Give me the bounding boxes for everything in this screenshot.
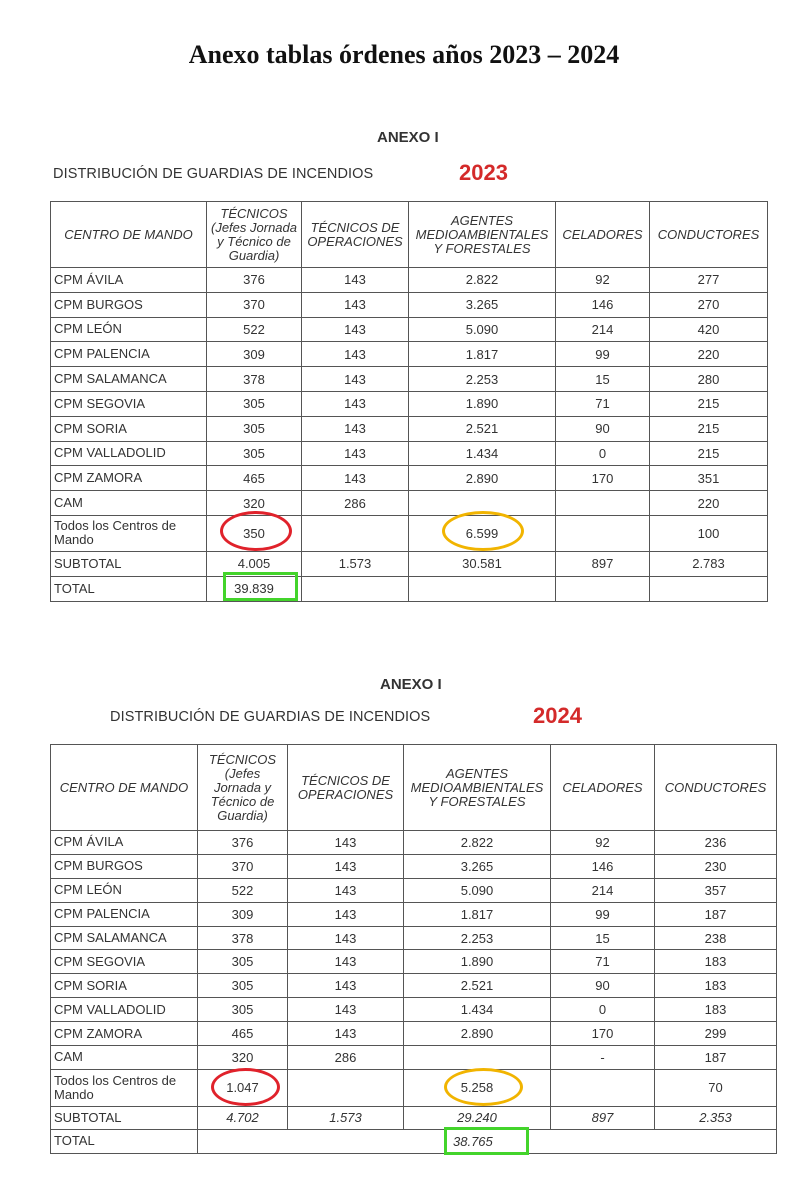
header-operaciones: TÉCNICOS DE OPERACIONES bbox=[288, 745, 404, 831]
cell-celadores: 214 bbox=[551, 878, 655, 902]
table-row bbox=[51, 831, 777, 855]
header-operaciones: TÉCNICOS DE OPERACIONES bbox=[302, 202, 409, 268]
subtotal-tecnicos: 4.702 bbox=[198, 1106, 288, 1129]
cell-agentes: 2.890 bbox=[404, 1022, 551, 1046]
cell-agentes: 3.265 bbox=[404, 854, 551, 878]
cell-agentes: 2.253 bbox=[409, 367, 556, 392]
cell-agentes: 6.599 bbox=[409, 515, 556, 551]
cell-conductores: 270 bbox=[650, 292, 768, 317]
subtotal-agentes: 29.240 bbox=[404, 1106, 551, 1129]
cell-conductores: 236 bbox=[655, 831, 777, 855]
cell-celadores: 99 bbox=[556, 342, 650, 367]
cell-centro: CPM SORIA bbox=[51, 416, 207, 441]
cell-operaciones: 143 bbox=[302, 391, 409, 416]
cell-celadores: 0 bbox=[551, 998, 655, 1022]
cell-operaciones: 143 bbox=[302, 367, 409, 392]
cell-centro: CPM LEÓN bbox=[51, 317, 207, 342]
cell-celadores: 214 bbox=[556, 317, 650, 342]
cell-operaciones: 143 bbox=[288, 998, 404, 1022]
cell-celadores: 170 bbox=[551, 1022, 655, 1046]
table-row bbox=[51, 367, 768, 392]
total-empty-cell bbox=[409, 576, 556, 601]
table-row bbox=[51, 902, 777, 926]
subtotal-celadores: 897 bbox=[551, 1106, 655, 1129]
subtotal-conductores: 2.353 bbox=[655, 1106, 777, 1129]
header-celadores: CELADORES bbox=[556, 202, 650, 268]
total-label: TOTAL bbox=[51, 576, 207, 601]
cell-tecnicos: 376 bbox=[198, 831, 288, 855]
cell-agentes: 1.890 bbox=[404, 950, 551, 974]
cell-tecnicos: 305 bbox=[198, 998, 288, 1022]
cell-centro: CPM ZAMORA bbox=[51, 1022, 198, 1046]
header-tecnicos: TÉCNICOS (Jefes Jornada y Técnico de Guardia) bbox=[207, 202, 302, 268]
cell-tecnicos: 305 bbox=[207, 391, 302, 416]
cell-tecnicos: 350 bbox=[207, 515, 302, 551]
cell-centro: CPM VALLADOLID bbox=[51, 441, 207, 466]
cell-celadores: 92 bbox=[551, 831, 655, 855]
cell-celadores: 0 bbox=[556, 441, 650, 466]
total-value: 38.765 bbox=[453, 1133, 493, 1149]
table-row bbox=[51, 342, 768, 367]
cell-celadores: 146 bbox=[551, 854, 655, 878]
cell-celadores: 146 bbox=[556, 292, 650, 317]
header-agentes: AGENTES MEDIOAMBIENTALES Y FORESTALES bbox=[409, 202, 556, 268]
header-celadores: CELADORES bbox=[551, 745, 655, 831]
cell-operaciones: 143 bbox=[302, 292, 409, 317]
total-empty-cell bbox=[302, 576, 409, 601]
table-row bbox=[51, 974, 777, 998]
cell-tecnicos: 305 bbox=[207, 416, 302, 441]
cell-celadores bbox=[556, 491, 650, 516]
cell-tecnicos: 309 bbox=[198, 902, 288, 926]
table-row bbox=[51, 416, 768, 441]
cell-agentes: 2.890 bbox=[409, 466, 556, 491]
cell-centro: Todos los Centros de Mando bbox=[51, 1069, 198, 1106]
cell-operaciones: 143 bbox=[302, 317, 409, 342]
cell-celadores: 170 bbox=[556, 466, 650, 491]
cell-agentes: 2.521 bbox=[404, 974, 551, 998]
cell-centro: CPM LEÓN bbox=[51, 878, 198, 902]
cell-operaciones: 143 bbox=[288, 1022, 404, 1046]
cell-centro: CAM bbox=[51, 491, 207, 516]
cell-tecnicos: 320 bbox=[207, 491, 302, 516]
table-row bbox=[51, 391, 768, 416]
cell-centro: CPM SEGOVIA bbox=[51, 950, 198, 974]
cell-conductores: 187 bbox=[655, 902, 777, 926]
cell-operaciones: 143 bbox=[288, 902, 404, 926]
cell-tecnicos: 320 bbox=[198, 1046, 288, 1070]
cell-agentes: 2.253 bbox=[404, 926, 551, 950]
cell-celadores: 71 bbox=[551, 950, 655, 974]
cell-conductores: 215 bbox=[650, 416, 768, 441]
anexo-heading-2024: ANEXO I bbox=[380, 676, 442, 693]
subtotal-celadores: 897 bbox=[556, 551, 650, 576]
cell-centro: CPM SALAMANCA bbox=[51, 926, 198, 950]
table-row bbox=[51, 491, 768, 516]
cell-agentes bbox=[404, 1046, 551, 1070]
table-row bbox=[51, 317, 768, 342]
cell-centro: CPM SALAMANCA bbox=[51, 367, 207, 392]
cell-centro: CPM ÁVILA bbox=[51, 268, 207, 293]
header-centro: CENTRO DE MANDO bbox=[51, 745, 198, 831]
cell-conductores: 238 bbox=[655, 926, 777, 950]
cell-operaciones: 286 bbox=[302, 491, 409, 516]
cell-agentes bbox=[409, 491, 556, 516]
cell-celadores: 15 bbox=[551, 926, 655, 950]
cell-tecnicos: 376 bbox=[207, 268, 302, 293]
cell-operaciones: 143 bbox=[288, 854, 404, 878]
table-row bbox=[51, 515, 768, 551]
cell-agentes: 1.890 bbox=[409, 391, 556, 416]
table-row bbox=[51, 466, 768, 491]
cell-agentes: 5.090 bbox=[404, 878, 551, 902]
table-row bbox=[51, 441, 768, 466]
cell-operaciones: 143 bbox=[288, 878, 404, 902]
cell-tecnicos: 305 bbox=[198, 950, 288, 974]
cell-tecnicos: 305 bbox=[207, 441, 302, 466]
table-row bbox=[51, 1022, 777, 1046]
cell-conductores: 351 bbox=[650, 466, 768, 491]
cell-celadores: 90 bbox=[551, 974, 655, 998]
cell-agentes: 3.265 bbox=[409, 292, 556, 317]
cell-tecnicos: 465 bbox=[198, 1022, 288, 1046]
cell-conductores: 183 bbox=[655, 974, 777, 998]
cell-agentes: 1.434 bbox=[409, 441, 556, 466]
cell-centro: CPM BURGOS bbox=[51, 292, 207, 317]
cell-tecnicos: 465 bbox=[207, 466, 302, 491]
cell-conductores: 187 bbox=[655, 1046, 777, 1070]
cell-conductores: 220 bbox=[650, 342, 768, 367]
cell-celadores: 90 bbox=[556, 416, 650, 441]
table-row bbox=[51, 1046, 777, 1070]
cell-tecnicos: 305 bbox=[198, 974, 288, 998]
guardias-table-2024 bbox=[50, 744, 777, 1154]
anexo-heading-2023: ANEXO I bbox=[377, 129, 439, 146]
cell-celadores bbox=[556, 515, 650, 551]
cell-agentes: 5.090 bbox=[409, 317, 556, 342]
subtotal-label: SUBTOTAL bbox=[51, 551, 207, 576]
cell-conductores: 183 bbox=[655, 998, 777, 1022]
cell-conductores: 299 bbox=[655, 1022, 777, 1046]
cell-conductores: 183 bbox=[655, 950, 777, 974]
subtotal-conductores: 2.783 bbox=[650, 551, 768, 576]
cell-tecnicos: 522 bbox=[207, 317, 302, 342]
cell-tecnicos: 1.047 bbox=[198, 1069, 288, 1106]
cell-agentes: 1.817 bbox=[409, 342, 556, 367]
cell-operaciones: 286 bbox=[288, 1046, 404, 1070]
cell-centro: CPM VALLADOLID bbox=[51, 998, 198, 1022]
cell-centro: CPM SEGOVIA bbox=[51, 391, 207, 416]
cell-operaciones: 143 bbox=[288, 950, 404, 974]
cell-centro: CPM SORIA bbox=[51, 974, 198, 998]
header-agentes: AGENTES MEDIOAMBIENTALES Y FORESTALES bbox=[404, 745, 551, 831]
cell-agentes: 1.434 bbox=[404, 998, 551, 1022]
total-value-cell bbox=[198, 1129, 777, 1153]
cell-agentes: 1.817 bbox=[404, 902, 551, 926]
cell-operaciones bbox=[302, 515, 409, 551]
cell-celadores: 15 bbox=[556, 367, 650, 392]
header-tecnicos: TÉCNICOS (Jefes Jornada y Técnico de Guardia) bbox=[198, 745, 288, 831]
table-row bbox=[51, 1069, 777, 1106]
table-row bbox=[51, 854, 777, 878]
cell-tecnicos: 522 bbox=[198, 878, 288, 902]
cell-tecnicos: 378 bbox=[198, 926, 288, 950]
cell-operaciones: 143 bbox=[302, 441, 409, 466]
cell-centro: CPM PALENCIA bbox=[51, 902, 198, 926]
guardias-table-2023 bbox=[50, 201, 768, 602]
cell-conductores: 215 bbox=[650, 391, 768, 416]
cell-conductores: 100 bbox=[650, 515, 768, 551]
cell-tecnicos: 370 bbox=[207, 292, 302, 317]
cell-operaciones bbox=[288, 1069, 404, 1106]
cell-tecnicos: 378 bbox=[207, 367, 302, 392]
cell-conductores: 230 bbox=[655, 854, 777, 878]
table-row bbox=[51, 878, 777, 902]
header-centro: CENTRO DE MANDO bbox=[51, 202, 207, 268]
cell-conductores: 280 bbox=[650, 367, 768, 392]
subtotal-label: SUBTOTAL bbox=[51, 1106, 198, 1129]
year-label-2024: 2024 bbox=[533, 703, 582, 728]
cell-operaciones: 143 bbox=[288, 831, 404, 855]
cell-tecnicos: 309 bbox=[207, 342, 302, 367]
cell-agentes: 2.822 bbox=[404, 831, 551, 855]
cell-centro: CPM ÁVILA bbox=[51, 831, 198, 855]
cell-centro: CAM bbox=[51, 1046, 198, 1070]
cell-conductores: 215 bbox=[650, 441, 768, 466]
total-empty-cell bbox=[650, 576, 768, 601]
table-row bbox=[51, 268, 768, 293]
cell-celadores: 71 bbox=[556, 391, 650, 416]
cell-celadores: - bbox=[551, 1046, 655, 1070]
table-row bbox=[51, 926, 777, 950]
header-conductores: CONDUCTORES bbox=[655, 745, 777, 831]
cell-centro: CPM ZAMORA bbox=[51, 466, 207, 491]
cell-celadores: 99 bbox=[551, 902, 655, 926]
subtotal-tecnicos: 4.005 bbox=[207, 551, 302, 576]
table-subtitle-2023: DISTRIBUCIÓN DE GUARDIAS DE INCENDIOS bbox=[53, 166, 374, 182]
table-row bbox=[51, 998, 777, 1022]
cell-conductores: 420 bbox=[650, 317, 768, 342]
subtotal-agentes: 30.581 bbox=[409, 551, 556, 576]
cell-agentes: 5.258 bbox=[404, 1069, 551, 1106]
cell-conductores: 277 bbox=[650, 268, 768, 293]
table-row bbox=[51, 950, 777, 974]
cell-operaciones: 143 bbox=[288, 926, 404, 950]
total-empty-cell bbox=[556, 576, 650, 601]
document-title: Anexo tablas órdenes años 2023 – 2024 bbox=[188, 40, 620, 69]
cell-centro: CPM BURGOS bbox=[51, 854, 198, 878]
table-subtitle-2024: DISTRIBUCIÓN DE GUARDIAS DE INCENDIOS bbox=[110, 709, 431, 725]
cell-operaciones: 143 bbox=[302, 466, 409, 491]
cell-centro: Todos los Centros de Mando bbox=[51, 515, 207, 551]
cell-celadores bbox=[551, 1069, 655, 1106]
table-row bbox=[51, 292, 768, 317]
cell-operaciones: 143 bbox=[302, 268, 409, 293]
cell-operaciones: 143 bbox=[302, 416, 409, 441]
subtotal-operaciones: 1.573 bbox=[288, 1106, 404, 1129]
header-conductores: CONDUCTORES bbox=[650, 202, 768, 268]
year-label-2023: 2023 bbox=[459, 160, 508, 185]
cell-conductores: 70 bbox=[655, 1069, 777, 1106]
cell-operaciones: 143 bbox=[302, 342, 409, 367]
cell-operaciones: 143 bbox=[288, 974, 404, 998]
total-label: TOTAL bbox=[51, 1129, 198, 1153]
cell-tecnicos: 370 bbox=[198, 854, 288, 878]
cell-conductores: 220 bbox=[650, 491, 768, 516]
cell-agentes: 2.521 bbox=[409, 416, 556, 441]
cell-conductores: 357 bbox=[655, 878, 777, 902]
cell-celadores: 92 bbox=[556, 268, 650, 293]
cell-agentes: 2.822 bbox=[409, 268, 556, 293]
cell-centro: CPM PALENCIA bbox=[51, 342, 207, 367]
total-value: 39.839 bbox=[207, 576, 302, 601]
subtotal-operaciones: 1.573 bbox=[302, 551, 409, 576]
